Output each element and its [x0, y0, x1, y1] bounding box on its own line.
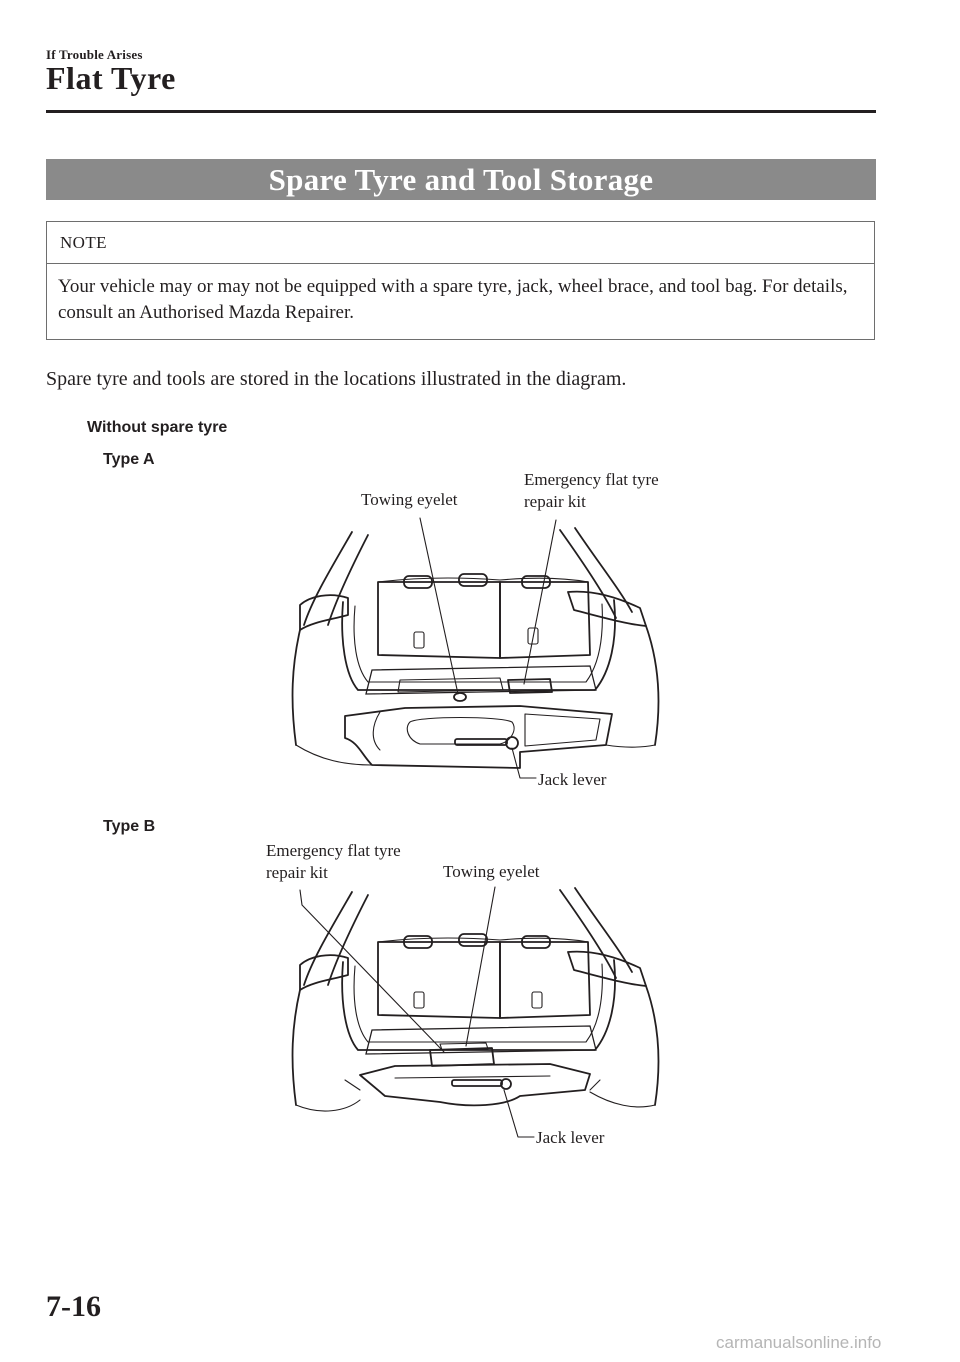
type-a-cargo-illustration: [280, 515, 670, 790]
type-a-repair-kit-callout-line2: repair kit: [524, 492, 586, 511]
type-b-towing-eyelet-callout: Towing eyelet: [443, 862, 540, 881]
intro-paragraph: Spare tyre and tools are stored in the locations illustrated in the diagram.: [46, 368, 627, 390]
note-text: Your vehicle may or may not be equipped with a spare tyre, jack, wheel brace, and tool bag. For details, consult an Authorised Mazda Repairer.: [58, 276, 848, 323]
type-b-repair-kit-callout-line1: Emergency flat tyre: [266, 841, 401, 860]
type-b-cargo-illustration: [280, 880, 670, 1140]
note-box: [46, 221, 875, 340]
type-a-repair-kit-callout-line1: Emergency flat tyre: [524, 470, 659, 489]
page-title: Flat Tyre: [46, 60, 176, 96]
title-rule: [46, 110, 876, 113]
type-b-jack-lever-callout: Jack lever: [536, 1128, 605, 1147]
without-spare-label: Without spare tyre: [87, 419, 228, 436]
type-b-repair-kit-callout-line2: repair kit: [266, 863, 328, 882]
page-number: 7-16: [46, 1290, 101, 1323]
note-heading: NOTE: [47, 222, 874, 264]
type-a-jack-lever-callout: Jack lever: [538, 770, 607, 789]
section-banner: Spare Tyre and Tool Storage: [46, 159, 876, 200]
type-a-label: Type A: [103, 451, 155, 468]
type-a-towing-eyelet-callout: Towing eyelet: [361, 490, 458, 509]
section-label: If Trouble Arises: [46, 47, 143, 62]
type-b-label: Type B: [103, 818, 156, 835]
footer-watermark[interactable]: carmanualsonline.info: [716, 1333, 882, 1352]
